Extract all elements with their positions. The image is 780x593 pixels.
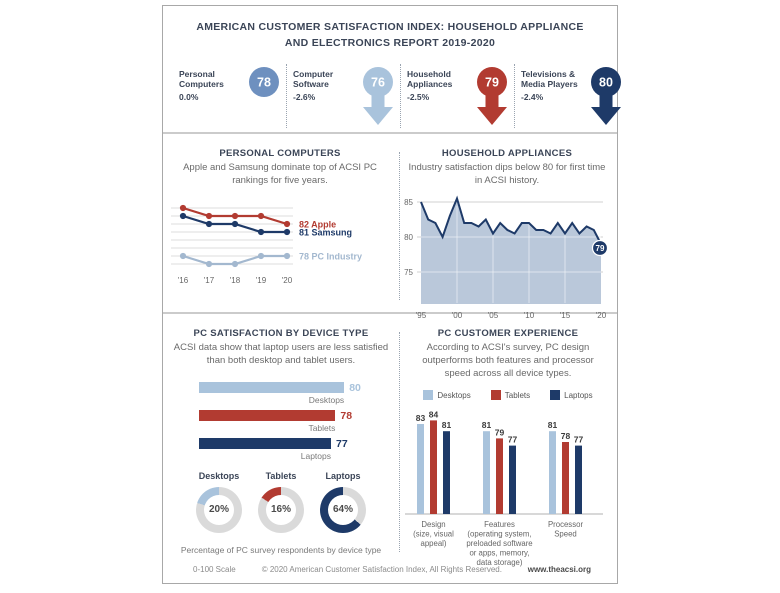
pc-panel-title: PERSONAL COMPUTERS <box>219 148 341 159</box>
device-bar-line <box>199 382 399 394</box>
svg-text:Design: Design <box>421 520 446 530</box>
svg-text:or apps, memory,: or apps, memory, <box>469 548 530 558</box>
page-title-line1: AMERICAN CUSTOMER SATISFACTION INDEX: HOUSEHOLD APPLIANCE <box>196 21 584 33</box>
page-title-line2: AND ELECTRONICS REPORT 2019-2020 <box>284 36 496 49</box>
svg-text:'15: '15 <box>559 310 571 320</box>
svg-text:Processor: Processor <box>547 520 584 530</box>
pc-line-chart <box>167 196 397 292</box>
stat-text-personal-computers <box>179 69 241 102</box>
svg-text:80: 80 <box>599 75 613 89</box>
svg-text:80: 80 <box>404 232 413 242</box>
legend-item-desktops <box>423 390 470 400</box>
ha-area-chart <box>397 192 617 326</box>
experience-panel-subtitle: According to ACSI's survey, PC design outperforms both features and processor speed across all device types. <box>422 342 594 379</box>
stat-change: -2.5% <box>407 91 430 102</box>
svg-text:(operating system,: (operating system, <box>467 529 532 539</box>
copyright-text: © 2020 American Customer Satisfaction Index, All Rights Reserved. <box>261 565 502 574</box>
legend-item-tablets <box>491 390 530 400</box>
stat-change: -2.4% <box>521 91 544 102</box>
donut-ring <box>320 487 366 533</box>
svg-text:'20: '20 <box>595 310 607 320</box>
svg-text:81 Samsung: 81 Samsung <box>299 227 353 238</box>
device-bar-value: 78 <box>340 409 353 422</box>
stat-text-household-appliances <box>407 69 469 102</box>
vertical-dotted-separator-bottom <box>399 332 400 552</box>
device-bar-row <box>199 410 399 433</box>
device-bar-desktops <box>199 382 344 393</box>
device-bar-value: 77 <box>336 437 348 450</box>
svg-text:76: 76 <box>371 75 385 89</box>
donut-caption: Percentage of PC survey respondents by device type <box>180 544 382 555</box>
stat-name: Computer Software <box>293 68 334 90</box>
svg-text:'17: '17 <box>203 275 215 285</box>
stat-personal-computers <box>173 64 286 128</box>
device-share-donuts <box>163 471 399 533</box>
donut-percentage: 64% <box>328 495 358 525</box>
svg-text:'05: '05 <box>487 310 499 320</box>
svg-text:82 Apple: 82 Apple <box>299 219 337 230</box>
legend-text: Laptops <box>564 390 593 400</box>
stat-computer-software <box>286 64 400 128</box>
device-bar-row <box>199 438 399 461</box>
donut-tablets <box>251 471 311 533</box>
svg-text:79: 79 <box>485 75 499 89</box>
svg-text:85: 85 <box>404 197 413 207</box>
legend-swatch <box>423 390 433 400</box>
vertical-dotted-separator-mid <box>399 152 400 300</box>
stat-name: Household Appliances <box>407 68 453 90</box>
donut-ring <box>196 487 242 533</box>
svg-text:'00: '00 <box>451 310 463 320</box>
device-bar-chart <box>199 382 399 461</box>
svg-text:'20: '20 <box>281 275 293 285</box>
stat-change: 0.0% <box>179 91 199 102</box>
svg-text:'16: '16 <box>177 275 189 285</box>
stat-change: -2.6% <box>293 91 316 102</box>
experience-panel-title: PC CUSTOMER EXPERIENCE <box>437 328 579 339</box>
stat-text-computer-software <box>293 69 355 102</box>
svg-text:81: 81 <box>481 420 492 431</box>
stat-household-appliances <box>400 64 514 128</box>
pc-panel-subtitle: Apple and Samsung dominate top of ACSI PC rankings for five years. <box>183 162 377 186</box>
legend-swatch <box>491 390 501 400</box>
page-title <box>163 20 617 52</box>
website-link[interactable]: www.theacsi.org <box>527 565 591 574</box>
report-header <box>163 6 617 132</box>
svg-text:Speed: Speed <box>554 529 577 539</box>
donut-laptops <box>313 471 373 533</box>
stat-name: Televisions & Media Players <box>521 68 578 90</box>
report-footer <box>193 565 591 574</box>
personal-computers-panel <box>163 134 397 312</box>
legend-swatch <box>550 390 560 400</box>
svg-text:75: 75 <box>404 267 413 277</box>
donut-percentage: 16% <box>266 495 296 525</box>
svg-text:data storage): data storage) <box>476 558 523 568</box>
svg-text:84: 84 <box>428 409 439 420</box>
donut-percentage: 20% <box>204 495 234 525</box>
industry-stats-row <box>163 64 617 128</box>
down-arrow-icon <box>474 66 510 128</box>
donut-label: Desktops <box>198 470 240 481</box>
legend-text: Desktops <box>437 390 471 400</box>
svg-text:81: 81 <box>441 420 452 431</box>
down-arrow-icon <box>588 66 624 128</box>
device-bar-line <box>199 438 399 450</box>
device-bar-laptops <box>199 438 331 449</box>
stat-name: Personal Computers <box>179 68 224 90</box>
svg-text:'18: '18 <box>229 275 241 285</box>
stat-text-televisions-media-players <box>521 69 583 102</box>
donut-label: Laptops <box>325 470 361 481</box>
svg-text:Features: Features <box>484 520 515 530</box>
end-score-badge <box>593 240 608 255</box>
svg-text:78: 78 <box>560 431 571 442</box>
svg-text:'95: '95 <box>415 310 427 320</box>
customer-experience-panel <box>399 314 617 568</box>
svg-text:78 PC Industry: 78 PC Industry <box>299 251 363 262</box>
svg-text:(size, visual: (size, visual <box>413 529 454 539</box>
svg-text:77: 77 <box>573 435 584 446</box>
svg-text:79: 79 <box>494 427 505 438</box>
device-bar-tablets <box>199 410 335 421</box>
device-bar-label: Tablets <box>308 422 336 433</box>
device-bar-value: 80 <box>349 381 361 394</box>
middle-section <box>163 134 617 320</box>
stat-televisions-media-players <box>514 64 628 128</box>
svg-text:'19: '19 <box>255 275 267 285</box>
household-appliances-panel <box>397 134 617 320</box>
ha-panel-title: HOUSEHOLD APPLIANCES <box>441 148 573 159</box>
svg-text:preloaded software: preloaded software <box>466 539 533 549</box>
device-bar-label: Desktops <box>308 394 345 405</box>
scale-note: 0-100 Scale <box>193 565 236 574</box>
svg-text:81: 81 <box>547 420 558 431</box>
report-card <box>162 5 618 584</box>
device-bar-row <box>199 382 399 405</box>
device-panel-subtitle: ACSI data show that laptop users are less satisfied than both desktop and tablet users. <box>173 342 389 366</box>
svg-text:77: 77 <box>507 435 518 446</box>
device-bar-label: Laptops <box>300 450 331 461</box>
legend-item-laptops <box>550 390 592 400</box>
donut-ring <box>258 487 304 533</box>
down-arrow-icon <box>360 66 396 128</box>
device-bar-line <box>199 410 399 422</box>
experience-legend <box>399 390 617 400</box>
donut-desktops <box>189 471 249 533</box>
donut-label: Tablets <box>265 470 297 481</box>
svg-text:83: 83 <box>415 413 426 424</box>
device-satisfaction-panel <box>163 314 399 564</box>
svg-text:'10: '10 <box>523 310 535 320</box>
experience-bar-chart <box>403 406 615 576</box>
device-panel-title: PC SATISFACTION BY DEVICE TYPE <box>193 328 369 339</box>
svg-text:79: 79 <box>595 243 605 253</box>
score-circle-badge <box>246 66 282 128</box>
svg-text:appeal): appeal) <box>420 539 447 549</box>
svg-text:78: 78 <box>257 75 271 89</box>
bottom-section <box>163 314 617 568</box>
ha-panel-subtitle: Industry satisfaction dips below 80 for first time in ACSI history. <box>408 162 606 186</box>
legend-text: Tablets <box>504 390 531 400</box>
